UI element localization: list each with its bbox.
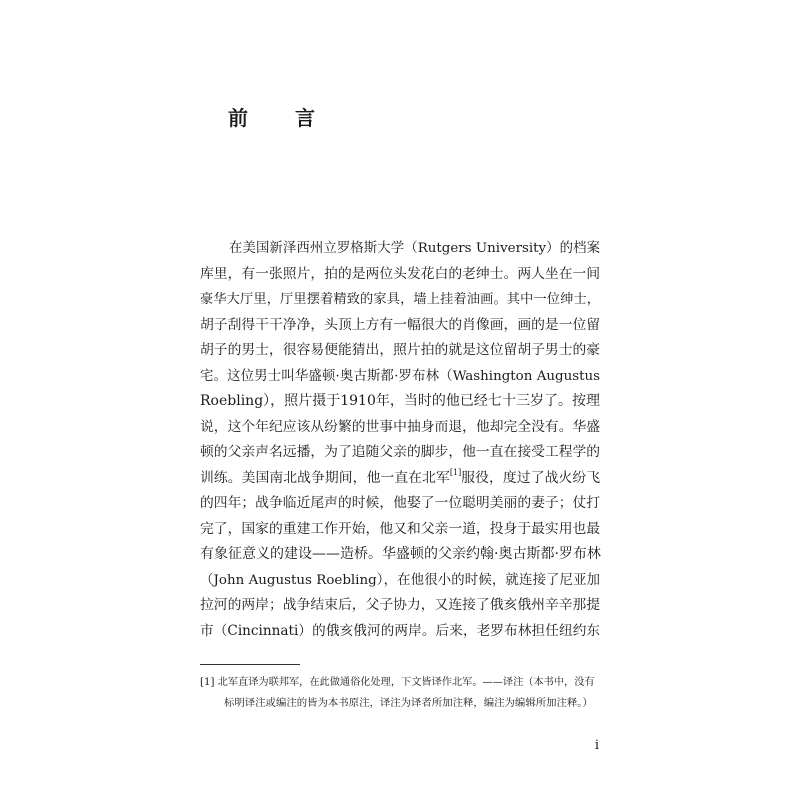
footnote	[200, 673, 600, 713]
body-line-6: 宅。这位男士叫华盛顿·奥古斯都·罗布林（Washington Augustus	[200, 368, 600, 384]
body-line-2: 库里，有一张照片，拍的是两位头发花白的老绅士。两人坐在一间	[200, 265, 601, 282]
body-line-10-head: 训练。美国南北战争期间，他一直在北军	[200, 469, 450, 486]
body-line-10	[200, 466, 600, 492]
footnote-reference[interactable]: [1]	[449, 467, 462, 477]
body-text	[200, 236, 600, 644]
page-number: i	[594, 738, 600, 753]
body-line-9: 顿的父亲声名远播，为了追随父亲的脚步，他一直在接受工程学的	[200, 444, 601, 460]
body-line-11: 的四年；战争临近尾声的时候，他娶了一位聪明美丽的妻子；仗打	[200, 495, 601, 511]
body-line-15: 拉河的两岸；战争结束后，父子协力，又连接了俄亥俄州辛辛那提	[200, 597, 601, 613]
body-line-1: 在美国新泽西州立罗格斯大学（Rutgers University）的档案	[229, 241, 600, 256]
body-line-8: 说，这个年纪应该从纷繁的世事中抽身而退，他却完全没有。华盛	[200, 418, 601, 435]
body-line-4: 胡子刮得干干净净，头顶上方有一幅很大的肖像画，画的是一位留	[200, 316, 601, 333]
body-line-12: 完了，国家的重建工作开始，他又和父亲一道，投身于最实用也最	[200, 520, 601, 537]
body-line-13: 有象征意义的建设——造桥。华盛顿的父亲约翰·奥古斯都·罗布林	[200, 546, 601, 562]
footnote-line-2: 标明译注或编注的皆为本书原注，译注为译者所加注释，编注为编辑所加注释。）	[224, 697, 593, 709]
body-line-10-tail: 服役，度过了战火纷飞	[461, 469, 601, 486]
body-line-14: （John Augustus Roebling），在他很小的时候，就连接了尼亚加	[200, 572, 600, 588]
footnote-line-1: [1] 北军直译为联邦军，在此做通俗化处理，下文皆译作北军。——译注（本书中，没有	[200, 677, 595, 688]
page-title: 前 言	[228, 106, 335, 130]
body-line-16: 市（Cincinnati）的俄亥俄河的两岸。后来，老罗布林担任纽约东	[200, 622, 600, 639]
footnote-divider	[200, 664, 300, 665]
body-line-5: 胡子的男士，很容易便能猜出，照片拍的就是这位留胡子男士的豪	[200, 342, 601, 358]
body-line-3: 豪华大厅里，厅里摆着精致的家具，墙上挂着油画。其中一位绅士，	[200, 292, 600, 307]
body-line-7: Roebling），照片摄于1910年，当时的他已经七十三岁了。按理	[200, 393, 600, 409]
